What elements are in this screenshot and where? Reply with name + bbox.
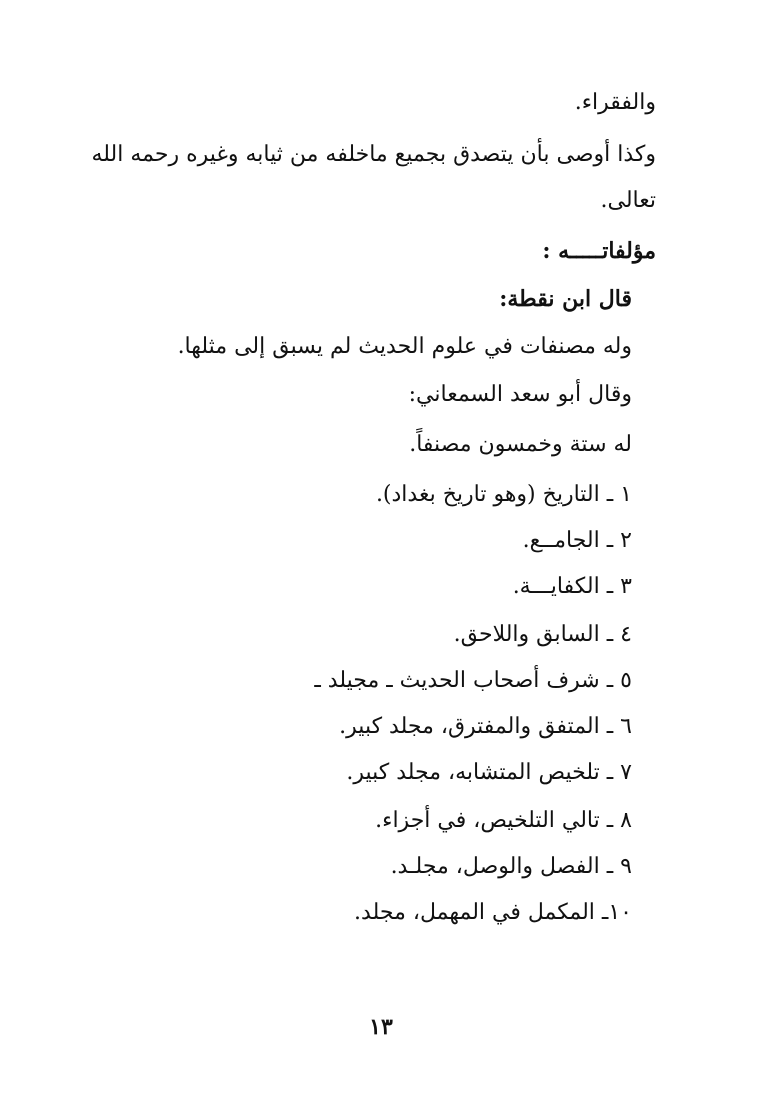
text-line-3: تعالى. [600,188,656,213]
text-line-2: وكذا أوصى بأن يتصدق بجميع ماخلفه من ثيابه وغيره رحمه الله [91,142,656,167]
list-item: ١ ـ التاريخ (وهو تاريخ بغداد). [375,482,632,507]
list-item: ٨ ـ تالي التلخيص، في أجزاء. [375,808,632,833]
quote2-text: له ستة وخمسون مصنفاً. [409,432,632,457]
list-item: ٥ ـ شرف أصحاب الحديث ـ مجيلد ـ [314,668,632,693]
list-item: ٣ ـ الكفايـــة. [512,574,632,599]
section-heading: مؤلفاتـــــه : [542,238,656,264]
quote1-heading: قال ابن نقطة: [499,286,632,312]
quote1-text: وله مصنفات في علوم الحديث لم يسبق إلى مثلها. [177,334,632,359]
list-item: ٤ ـ السابق واللاحق. [453,622,632,647]
list-item: ٢ ـ الجامــع. [522,528,632,553]
list-item: ٩ ـ الفصل والوصل، مجلـد. [390,854,632,879]
page-number: ١٣ [369,1014,393,1040]
quote2-heading: وقال أبو سعد السمعاني: [408,382,632,407]
list-item: ١٠ـ المكمل في المهمل، مجلد. [354,900,632,925]
list-item: ٦ ـ المتفق والمفترق، مجلد كبير. [339,714,632,739]
list-item: ٧ ـ تلخيص المتشابه، مجلد كبير. [346,760,632,785]
text-line-1: والفقراء. [574,90,656,115]
